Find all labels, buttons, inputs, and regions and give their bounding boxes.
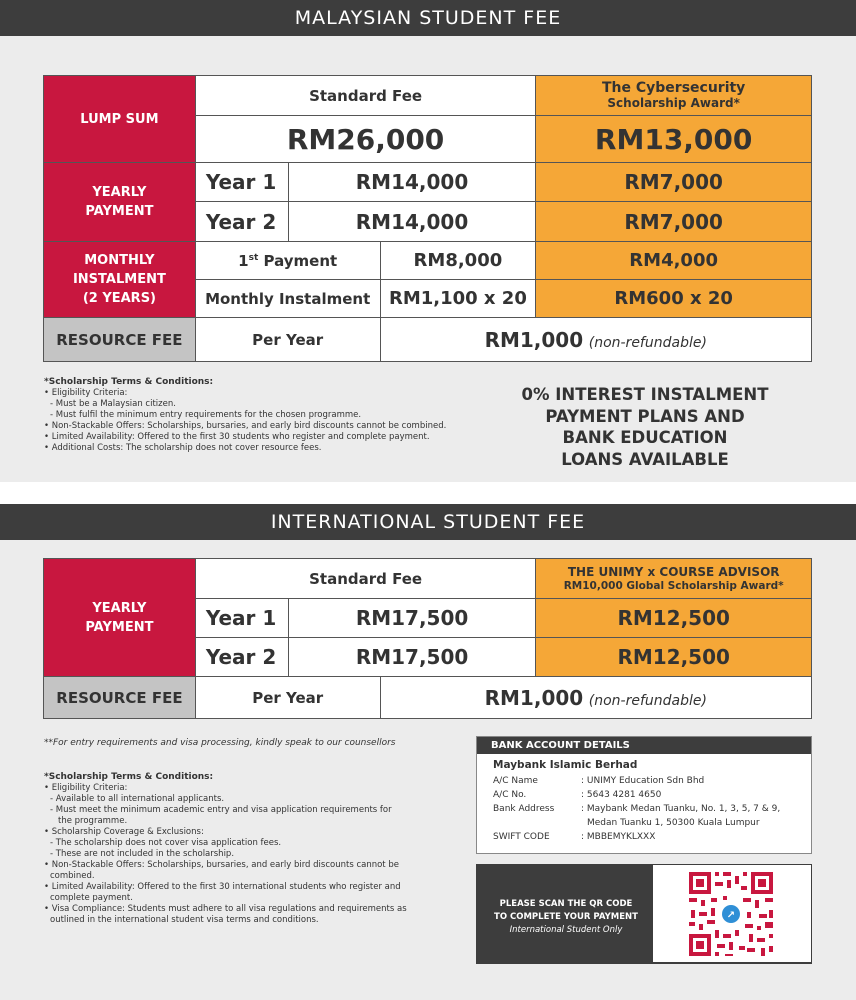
intl-resource-amount: RM1,000 (non-refundable) <box>380 677 811 719</box>
first-payment-standard: RM8,000 <box>380 242 536 280</box>
year1-scholar: RM7,000 <box>536 163 812 202</box>
qr-payment-box <box>476 864 812 964</box>
monthly-instalment-row-label: Monthly Instalment <box>195 280 380 318</box>
year2-label: Year 2 <box>195 202 288 242</box>
malaysian-header: MALAYSIAN STUDENT FEE <box>0 0 856 36</box>
year1-label: Year 1 <box>195 163 288 202</box>
intl-year1-scholar: RM12,500 <box>536 599 812 638</box>
bank-name: Maybank Islamic Berhad <box>493 759 638 771</box>
international-header: INTERNATIONAL STUDENT FEE <box>0 504 856 540</box>
monthly-standard: RM1,100 x 20 <box>380 280 536 318</box>
year2-scholar: RM7,000 <box>536 202 812 242</box>
monthly-scholar: RM600 x 20 <box>536 280 812 318</box>
intl-yearly-payment-label: YEARLY PAYMENT <box>44 559 196 677</box>
first-payment-scholar: RM4,000 <box>536 242 812 280</box>
per-year-label: Per Year <box>195 318 380 362</box>
year1-standard: RM14,000 <box>288 163 536 202</box>
interest-promo: 0% INTEREST INSTALMENT PAYMENT PLANS AND BANK EDUCATION LOANS AVAILABLE <box>521 385 769 469</box>
intl-year1-standard: RM17,500 <box>288 599 536 638</box>
bank-row: A/C No. : 5643 4281 4650 <box>493 790 662 800</box>
bank-row: SWIFT CODE : MBBEMYKLXXX <box>493 832 656 842</box>
intl-resource-fee-label: RESOURCE FEE <box>44 677 196 719</box>
year2-standard: RM14,000 <box>288 202 536 242</box>
international-fee-table <box>43 558 812 719</box>
standard-fee-heading: Standard Fee <box>195 76 536 116</box>
bank-row: A/C Name : UNIMY Education Sdn Bhd <box>493 776 705 786</box>
yearly-payment-label: YEARLY PAYMENT <box>44 163 196 242</box>
bank-header: BANK ACCOUNT DETAILS <box>477 737 811 754</box>
bank-row: Bank Address : Maybank Medan Tuanku, No. 1, 3, 5, 7 & 9, <box>493 804 781 814</box>
international-terms: *Scholarship Terms & Conditions: • Eligibility Criteria: - Available to all international applicants. - Must meet the minimum academic entry and visa application requirements for the programme. • Scholarship Coverage & Exclusions: - The scholarship does not cover visa application fees. - These are not included in the scholarship. • Non-Stackable Offers: Scholarships, bursaries, and early bird discounts cannot be combined. • Limited Availability: Offered to the first 30 international students who register and complete payment. • Visa Compliance: Students must adhere to all visa regulations and requirements as outlined in the international student visa terms and conditions. <box>44 772 407 925</box>
resource-fee-label: RESOURCE FEE <box>44 318 196 362</box>
intl-year2-label: Year 2 <box>195 638 288 677</box>
bank-account-details <box>476 736 812 854</box>
intl-scholarship-heading: THE UNIMY x COURSE ADVISOR RM10,000 Global Scholarship Award* <box>536 559 812 599</box>
lump-standard-amount: RM26,000 <box>195 116 536 163</box>
resource-amount: RM1,000 (non-refundable) <box>380 318 811 362</box>
intl-year2-standard: RM17,500 <box>288 638 536 677</box>
malaysian-terms: *Scholarship Terms & Conditions: • Eligibility Criteria: - Must be a Malaysian citizen. - Must fulfil the minimum entry requirements for the chosen programme. • Non-Stackable Offers: Scholarships, bursaries, and early bird discounts cannot be combined. • Limited Availability: Offered to the first 30 students who register and complete payment. • Additional Costs: The scholarship does not cover resource fees. <box>44 377 447 453</box>
intl-standard-fee-heading: Standard Fee <box>195 559 536 599</box>
malaysian-fee-table <box>43 75 812 362</box>
svg-text:↗: ↗ <box>726 910 736 921</box>
qr-instructions: PLEASE SCAN THE QR CODE TO COMPLETE YOUR PAYMENT International Student Only <box>494 899 638 935</box>
intl-per-year-label: Per Year <box>195 677 380 719</box>
monthly-instalment-label: MONTHLY INSTALMENT (2 YEARS) <box>44 242 196 318</box>
intl-year1-label: Year 1 <box>195 599 288 638</box>
qr-code-area <box>653 865 811 962</box>
intl-year2-scholar: RM12,500 <box>536 638 812 677</box>
first-payment-label: 1st Payment <box>195 242 380 280</box>
bank-row: Medan Tuanku 1, 50300 Kuala Lumpur <box>587 818 760 828</box>
visa-note: **For entry requirements and visa processing, kindly speak to our counsellors <box>44 738 396 748</box>
lump-scholar-amount: RM13,000 <box>536 116 812 163</box>
qr-code-icon[interactable] <box>685 868 777 960</box>
scholarship-heading: The Cybersecurity Scholarship Award* <box>536 76 812 116</box>
lump-sum-label: LUMP SUM <box>44 76 196 163</box>
